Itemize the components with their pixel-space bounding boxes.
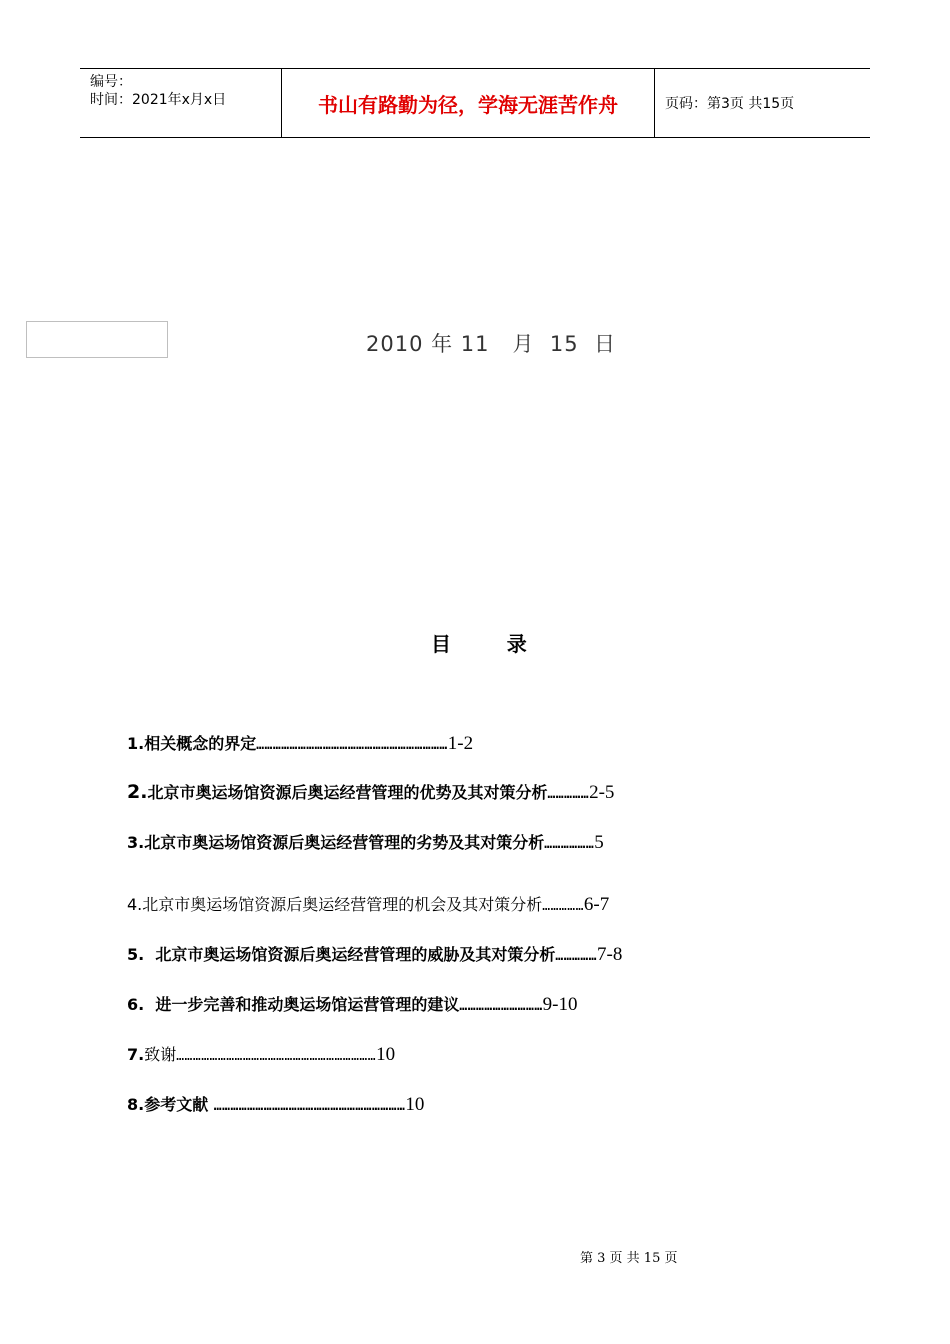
toc-leader-dots: ………………………… (459, 999, 543, 1014)
number-label: 编号： (90, 74, 132, 90)
blank-box (26, 321, 168, 358)
toc-leader-dots: …………………………………………………………… (213, 1099, 406, 1114)
toc-item-number: 8. (127, 1095, 145, 1114)
date-line: 2010 年 11 月 15 日 (366, 332, 616, 356)
toc-item-label: 相关概念的界定 (144, 734, 257, 753)
document-header-table (80, 68, 870, 138)
toc-item-label: 北京市奥运场馆资源后奥运经营管理的威胁及其对策分析 (155, 945, 556, 964)
time-label: 时间：2021年x月x日 (90, 92, 227, 108)
toc-item-label: 参考文献 (144, 1095, 214, 1114)
toc-item-3[interactable] (127, 830, 604, 854)
toc-item-4[interactable] (127, 892, 609, 916)
toc-leader-dots: …………… (547, 787, 590, 802)
toc-item-5[interactable] (127, 942, 622, 966)
toc-item-label: 致谢 (144, 1045, 177, 1064)
toc-item-label: 北京市奥运场馆资源后奥运经营管理的机会及其对策分析 (142, 895, 543, 914)
toc-item-2[interactable] (127, 780, 614, 804)
toc-item-number: 3. (127, 833, 145, 852)
toc-leader-dots: ……………………………………………………………… (176, 1049, 377, 1064)
toc-item-number: 4. (127, 895, 143, 914)
toc-item-label: 进一步完善和推动奥运场馆运营管理的建议 (155, 995, 460, 1014)
toc-item-page: 6-7 (583, 894, 610, 915)
toc-item-page: 2-5 (589, 782, 615, 803)
page-footer: 第 3 页 共 15 页 (580, 1251, 678, 1266)
toc-leader-dots: …………… (555, 949, 598, 964)
toc-item-label: 北京市奥运场馆资源后奥运经营管理的优势及其对策分析 (147, 783, 548, 802)
toc-item-number: 2. (127, 781, 148, 803)
toc-item-page: 9-10 (542, 994, 578, 1015)
toc-item-page: 10 (405, 1094, 425, 1115)
toc-item-6[interactable] (127, 992, 577, 1016)
toc-leader-dots: ……………… (544, 837, 595, 852)
toc-title: 目 录 (431, 632, 527, 656)
toc-item-1[interactable] (127, 731, 473, 755)
toc-item-number: 7. (127, 1045, 145, 1064)
toc-leader-dots: …………………………………………………………… (256, 738, 448, 753)
toc-item-number: 6. (127, 995, 156, 1014)
toc-item-7[interactable] (127, 1042, 395, 1066)
toc-item-8[interactable] (127, 1092, 424, 1116)
toc-item-page: 7-8 (597, 944, 623, 965)
toc-item-number: 5. (127, 945, 156, 964)
toc-item-number: 1. (127, 734, 145, 753)
toc-item-label: 北京市奥运场馆资源后奥运经营管理的劣势及其对策分析 (144, 833, 545, 852)
header-meta-cell (80, 69, 282, 137)
toc-item-page: 1-2 (447, 733, 474, 754)
header-page-info: 页码：第3页 共15页 (665, 96, 795, 112)
header-motto: 书山有路勤为径，学海无涯苦作舟 (282, 69, 655, 137)
toc-leader-dots: …………… (542, 899, 584, 914)
toc-item-page: 10 (376, 1044, 396, 1065)
toc-item-page: 5 (594, 832, 604, 853)
